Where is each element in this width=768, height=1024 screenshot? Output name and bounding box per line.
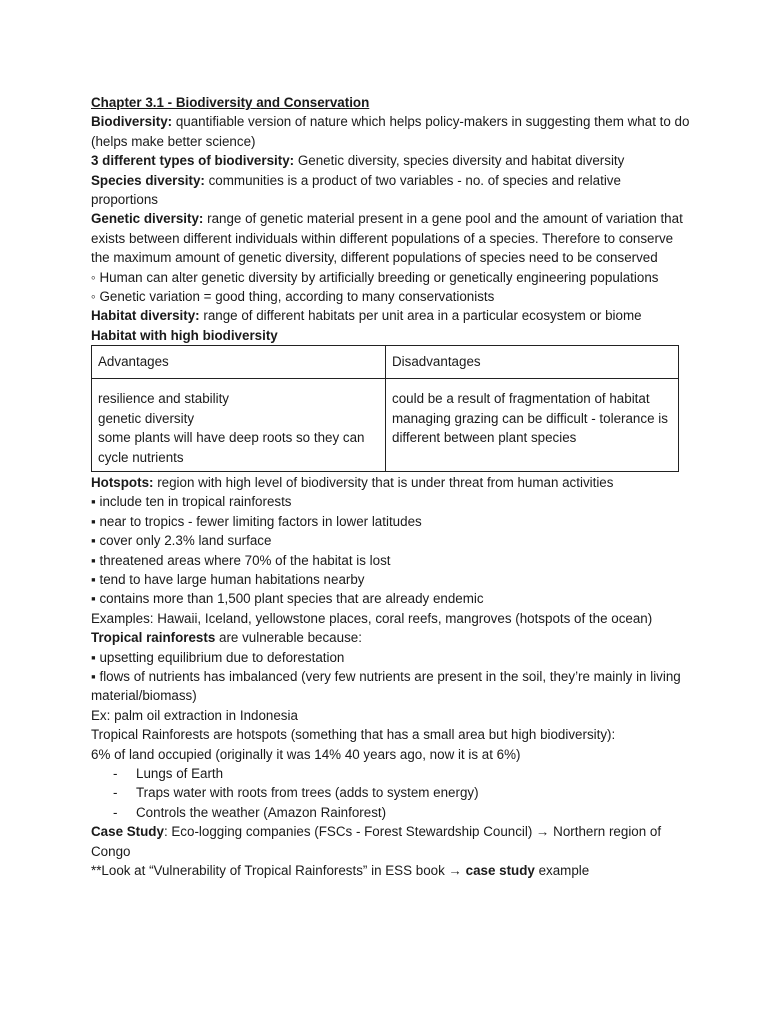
dash-marker: - [113, 804, 118, 820]
advantage-item: some plants will have deep roots so they can cycle nutrients [98, 430, 365, 465]
genetic-bullet: ◦ Human can alter genetic diversity by artificially breeding or genetically engineering populations [91, 269, 659, 285]
habitat-table [91, 345, 679, 472]
genetic-bullet: ◦ Genetic variation = good thing, according to many conservationists [91, 289, 495, 305]
disadvantage-item: could be a result of fragmentation of habitat [392, 391, 650, 407]
habitat-definition: Habitat diversity: range of different habitats per unit area in a particular ecosystem or biome [91, 308, 642, 324]
hotspot-bullet: ▪ tend to have large human habitations nearby [91, 571, 365, 587]
dash-item: - Traps water with roots from trees (adds to system energy) [91, 783, 691, 802]
land-note: 6% of land occupied (originally it was 14% 40 years ago, now it is at 6%) [91, 746, 521, 762]
dash-item: - Controls the weather (Amazon Rainforest) [91, 803, 691, 822]
table-heading: Habitat with high biodiversity [91, 327, 278, 343]
hotspot-bullet: ▪ threatened areas where 70% of the habitat is lost [91, 552, 391, 568]
look-at-line: **Look at “Vulnerability of Tropical Rainforests” in ESS book → case study example [91, 863, 590, 879]
advantage-item: genetic diversity [98, 410, 195, 426]
rainforest-bullet: ▪ flows of nutrients has imbalanced (very few nutrients are present in the soil, they’re mainly in living material/biomass) [91, 668, 681, 704]
genetic-definition: Genetic diversity: range of genetic material present in a gene pool and the amount of variation that exists between different individuals within different populations of a species. Therefore to conserve the maximum amount of genetic diversity, different populations of species need to be conserved [91, 211, 683, 266]
hotspot-note: Tropical Rainforests are hotspots (something that has a small area but high biodiversity): [91, 727, 616, 743]
hotspot-bullet: ▪ contains more than 1,500 plant species that are already endemic [91, 591, 484, 607]
biodiversity-definition: Biodiversity: quantifiable version of nature which helps policy-makers in suggesting them what to do (helps make better science) [91, 114, 690, 149]
types-definition: 3 different types of biodiversity: Genetic diversity, species diversity and habitat diversity [91, 153, 625, 169]
disadvantage-item: managing grazing can be difficult - tolerance is different between plant species [392, 410, 668, 446]
page-title: Chapter 3.1 - Biodiversity and Conservation [91, 95, 370, 110]
advantages-cell [92, 379, 386, 472]
dash-marker: - [113, 766, 118, 781]
rainforest-bullet: ▪ upsetting equilibrium due to deforestation [91, 649, 345, 665]
dash-list [91, 764, 691, 822]
hotspots-definition: Hotspots: region with high level of biodiversity that is under threat from human activities [91, 474, 614, 490]
case-study-line: Case Study: Eco-logging companies (FSCs - Forest Stewardship Council) → Northern region of Congo [91, 824, 662, 859]
rainforests-line: Tropical rainforests are vulnerable because: [91, 630, 362, 646]
table-header-advantages: Advantages [92, 346, 386, 379]
dash-marker: - [113, 785, 118, 801]
disadvantages-cell [386, 379, 679, 472]
hotspot-bullet: ▪ near to tropics - fewer limiting factors in lower latitudes [91, 513, 422, 529]
table-header-disadvantages: Disadvantages [386, 346, 679, 379]
palm-oil-example: Ex: palm oil extraction in Indonesia [91, 707, 298, 723]
hotspot-bullet: ▪ include ten in tropical rainforests [91, 494, 292, 510]
hotspot-bullet: ▪ cover only 2.3% land surface [91, 533, 272, 549]
document-body [91, 93, 691, 880]
advantage-item: resilience and stability [98, 391, 229, 407]
species-definition: Species diversity: communities is a product of two variables - no. of species and relative proportions [91, 172, 621, 208]
dash-item: - Lungs of Earth [91, 764, 691, 783]
examples-line: Examples: Hawaii, Iceland, yellowstone places, coral reefs, mangroves (hotspots of the ocean) [91, 610, 653, 626]
